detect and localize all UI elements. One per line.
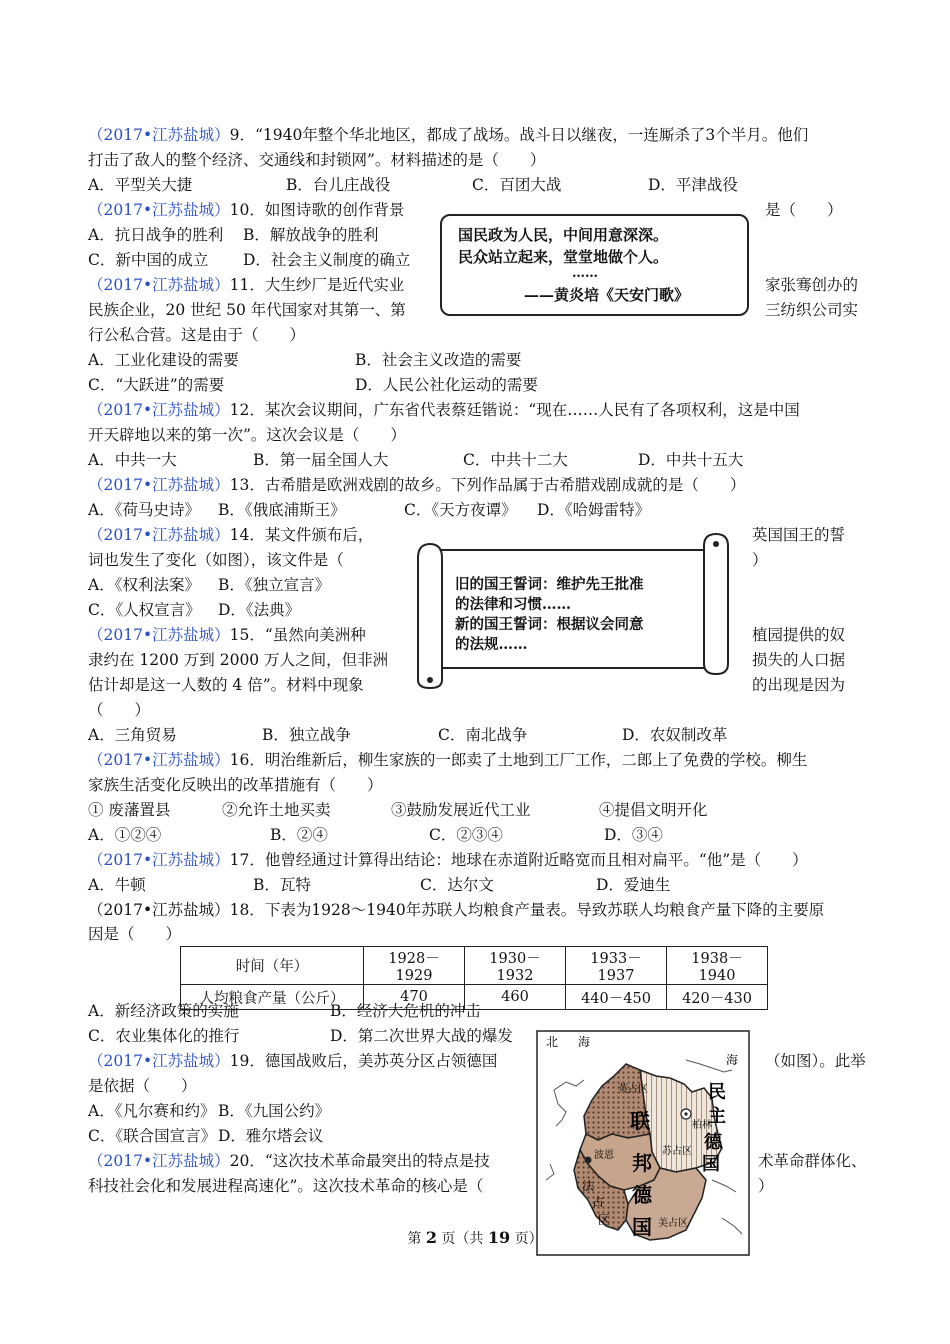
q9-opt-c: C．百团大战 (472, 176, 562, 194)
q10-source: （2017•江苏盐城） (88, 201, 230, 219)
map-label: 德 (704, 1132, 722, 1153)
q12-opt-c: C．中共十二大 (463, 451, 568, 469)
table-cell: 1928－1929 (364, 947, 465, 985)
table-cell: 460 (465, 985, 566, 1010)
map-label: 邦 (632, 1151, 652, 1175)
germany-map (536, 1030, 750, 1256)
table-cell: 470 (364, 985, 465, 1010)
q11-opt-c: C．“大跃进”的需要 (88, 376, 225, 394)
map-label: 占 (592, 1195, 605, 1209)
q20-stem2: 科技社会化和发展进程高速化”。这次技术革命的核心是（ (88, 1177, 484, 1195)
map-label: 法 (582, 1179, 595, 1193)
q15-stem1-right: 植园提供的奴 (752, 626, 846, 644)
q14-source: （2017•江苏盐城） (88, 526, 230, 544)
table-head-row (181, 947, 768, 985)
poem-ellipsis: …… (572, 266, 598, 281)
q14-opt-a: A．《权利法案》 (88, 576, 200, 594)
poem-author: ——黄炎培《天安门歌》 (524, 286, 690, 304)
q12-line1 (88, 399, 800, 421)
q10-opt-b: B．解放战争的胜利 (243, 226, 379, 244)
q16-item-1: ① 废藩置县 (88, 801, 171, 819)
footer-post: 页） (510, 1231, 543, 1247)
q13-line1 (88, 474, 745, 496)
q13-stem: 13．古希腊是欧洲戏剧的故乡。下列作品属于古希腊戏剧成就的是（ ） (229, 476, 746, 494)
q12-stem2: 开天辟地以来的第一次”。这次会议是（ ） (88, 426, 406, 444)
map-label: 国 (632, 1215, 652, 1239)
scroll-line3: 新的国王誓词：根据议会同意 (455, 616, 644, 633)
q18-opt-a: A．新经济政策的实施 (88, 1002, 239, 1020)
q18-stem2: 因是（ ） (88, 925, 182, 943)
q13-opt-b: B．《俄底浦斯王》 (218, 501, 346, 519)
q16-line1 (88, 749, 807, 771)
q17-source: （2017•江苏盐城） (88, 851, 230, 869)
q13-opt-a: A．《荷马史诗》 (88, 501, 200, 519)
q15-source: （2017•江苏盐城） (88, 626, 230, 644)
scroll-line1: 旧的国王誓词：维护先王批准 (455, 576, 644, 593)
q19-line1 (88, 1050, 497, 1072)
q20-stem2-right: ） (758, 1177, 774, 1195)
table-cell: 440－450 (566, 985, 667, 1010)
q10-line1 (88, 199, 404, 221)
q13-opt-c: C．《天方夜谭》 (404, 501, 517, 519)
q20-stem1-right: 术革命群体化、 (758, 1152, 867, 1170)
q16-opt-a: A．①②④ (88, 826, 162, 844)
map-label: 德 (632, 1183, 652, 1207)
page-footer (0, 1228, 950, 1248)
q11-opt-a: A．工业化建设的需要 (88, 351, 239, 369)
poem-box (440, 214, 749, 316)
q17-stem: 17．他曾经通过计算得出结论：地球在赤道附近略宽而且相对扁平。“他”是（ ） (229, 851, 808, 869)
q17-opt-d: D．爱迪生 (596, 876, 671, 894)
q17-opt-a: A．牛顿 (88, 876, 146, 894)
q17-opt-c: C．达尔文 (420, 876, 494, 894)
q20-line1 (88, 1150, 490, 1172)
q9-stem1: 9．“1940年整个华北地区，都成了战场。战斗日以继夜，一连厮杀了3个半月。他们 (229, 126, 809, 144)
table-cell: 时间（年） (181, 947, 364, 985)
q15-opt-d: D．农奴制改革 (622, 726, 728, 744)
q19-stem1: 19．德国战败后，美苏英分区占领德国 (229, 1052, 498, 1070)
table-cell: 1933－1937 (566, 947, 667, 985)
q11-stem1-right: 家张骞创办的 (765, 276, 859, 294)
map-label: 美占区 (658, 1218, 688, 1229)
q14-opt-b: B．《独立宣言》 (218, 576, 331, 594)
q13-opt-d: D．《哈姆雷特》 (537, 501, 651, 519)
map-label: 英占区 (618, 1084, 648, 1095)
q14-opt-c: C．《人权宣言》 (88, 601, 201, 619)
map-label: 柏林 (692, 1120, 712, 1131)
q15-stem4: （ ） (88, 701, 151, 719)
footer-mid: 页（共 (436, 1231, 488, 1247)
q16-item-3: ③鼓励发展近代工业 (391, 801, 531, 819)
q15-opt-a: A．三角贸易 (88, 726, 177, 744)
poem-line2: 民众站立起来，堂堂地做个人。 (458, 248, 669, 266)
q18-opt-b: B．经济大危机的冲击 (330, 1002, 481, 1020)
q15-stem3-right: 的出现是因为 (752, 676, 846, 694)
q11-opt-d: D．人民公社化运动的需要 (355, 376, 538, 394)
poem-line1: 国民政为人民，中间用意深深。 (458, 226, 669, 244)
q19-opt-d: D．雅尔塔会议 (218, 1127, 324, 1145)
q12-opt-b: B．第一届全国人大 (253, 451, 389, 469)
q14-stem2-right: ） (752, 551, 768, 569)
q14-stem2: 词也发生了变化（如图），该文件是（ (88, 551, 344, 569)
q19-source: （2017•江苏盐城） (88, 1052, 230, 1070)
q17-opt-b: B．瓦特 (253, 876, 311, 894)
q16-item-2: ②允许土地买卖 (222, 801, 331, 819)
q15-opt-c: C．南北战争 (438, 726, 528, 744)
q11-line1 (88, 274, 404, 296)
footer-total-pages: 19 (487, 1228, 511, 1247)
q11-source: （2017•江苏盐城） (88, 276, 230, 294)
q11-stem2: 民族企业，20 世纪 50 年代国家对其第一、第 (88, 301, 406, 319)
map-sea-hai2: 海 (726, 1053, 739, 1067)
q14-stem1: 14．某文件颁布后， (229, 526, 374, 544)
q12-stem1: 12．某次会议期间，广东省代表蔡廷锴说：“现在……人民有了各项权利，这是中国 (229, 401, 800, 419)
q9-opt-d: D．平津战役 (648, 176, 738, 194)
q10-opt-c: C．新中国的成立 (88, 251, 209, 269)
map-label: 苏占区 (662, 1146, 692, 1157)
table-cell: 1930－1932 (465, 947, 566, 985)
q9-opt-a: A．平型关大捷 (88, 176, 193, 194)
map-label: 波恩 (594, 1150, 614, 1161)
footer-pre: 第 (407, 1231, 426, 1247)
q19-stem2: 是依据（ ） (88, 1077, 197, 1095)
q10-opt-a: A．抗日战争的胜利 (88, 226, 224, 244)
q19-opt-b: B．《九国公约》 (218, 1102, 331, 1120)
q11-stem2-right: 三纺织公司实 (765, 301, 859, 319)
map-label: 区 (598, 1213, 611, 1227)
map-label: 国 (702, 1154, 720, 1175)
q15-stem3: 估计却是这一人数的 4 倍”。材料中现象 (88, 676, 364, 694)
q19-opt-c: C．《联合国宣言》 (88, 1127, 217, 1145)
q9-stem2: 打击了敌人的整个经济、交通线和封锁网”。材料描述的是（ ） (88, 151, 546, 169)
q16-item-4: ④提倡文明开化 (599, 801, 708, 819)
table-cell: 人均粮食产量（公斤） (181, 985, 364, 1010)
q20-stem1: 20．“这次技术革命最突出的特点是技 (229, 1152, 490, 1170)
q18-opt-d: D．第二次世界大战的爆发 (330, 1027, 513, 1045)
q15-opt-b: B．独立战争 (262, 726, 351, 744)
q9-source: （2017•江苏盐城） (88, 126, 230, 144)
map-label: 主 (708, 1106, 726, 1127)
map-sea-hai: 海 (578, 1035, 591, 1049)
q11-stem1: 11．大生纱厂是近代实业 (229, 276, 405, 294)
q9-opt-b: B．台儿庄战役 (286, 176, 391, 194)
q15-stem2-right: 损失的人口据 (752, 651, 846, 669)
map-label: 联 (630, 1109, 650, 1133)
q19-stem1-right: （如图）。此举 (765, 1052, 866, 1070)
q10-stem: 10．如图诗歌的创作背景 (229, 201, 405, 219)
q12-opt-a: A．中共一大 (88, 451, 177, 469)
q15-stem1: 15．“虽然向美洲种 (229, 626, 366, 644)
q15-line1 (88, 624, 366, 646)
q11-opt-b: B．社会主义改造的需要 (355, 351, 522, 369)
q16-opt-c: C．②③④ (429, 826, 503, 844)
q9-line1 (88, 124, 808, 146)
q12-source: （2017•江苏盐城） (88, 401, 230, 419)
q14-line1 (88, 524, 373, 546)
q16-stem2: 家族生活变化反映出的改革措施有（ ） (88, 776, 383, 794)
q15-stem2: 隶约在 1200 万到 2000 万人之间，但非洲 (88, 651, 389, 669)
q14-stem1-right: 英国国王的誓 (752, 526, 846, 544)
q17-line1 (88, 849, 808, 871)
q16-opt-b: B．②④ (270, 826, 328, 844)
q18-opt-c: C．农业集体化的推行 (88, 1027, 240, 1045)
q16-stem1: 16．明治维新后，柳生家族的一郎卖了土地到工厂工作，二郎上了免费的学校。柳生 (229, 751, 808, 769)
scroll-line4: 的法规…… (455, 636, 528, 653)
q13-source: （2017•江苏盐城） (88, 476, 230, 494)
q14-opt-d: D．《法典》 (218, 601, 301, 619)
q18-stem1: （2017•江苏盐城）18．下表为1928～1940年苏联人均粮食产量表。导致苏联人均粮食产量下降的主要原 (88, 901, 825, 919)
q16-source: （2017•江苏盐城） (88, 751, 230, 769)
q10-opt-d: D．社会主义制度的确立 (243, 251, 411, 269)
map-sea-bei: 北 (546, 1035, 559, 1049)
scroll-line2: 的法律和习惯…… (455, 596, 571, 613)
table-cell: 420－430 (667, 985, 768, 1010)
q12-opt-d: D．中共十五大 (638, 451, 744, 469)
q20-source: （2017•江苏盐城） (88, 1152, 230, 1170)
footer-page-number: 2 (425, 1228, 437, 1247)
map-label: 民 (708, 1082, 726, 1103)
table-cell: 1938－1940 (667, 947, 768, 985)
q19-opt-a: A．《凡尔赛和约》 (88, 1102, 216, 1120)
q16-opt-d: D．③④ (604, 826, 663, 844)
q11-stem3: 行公私合营。这是由于（ ） (88, 326, 306, 344)
q10-tail: 是（ ） (765, 201, 843, 219)
